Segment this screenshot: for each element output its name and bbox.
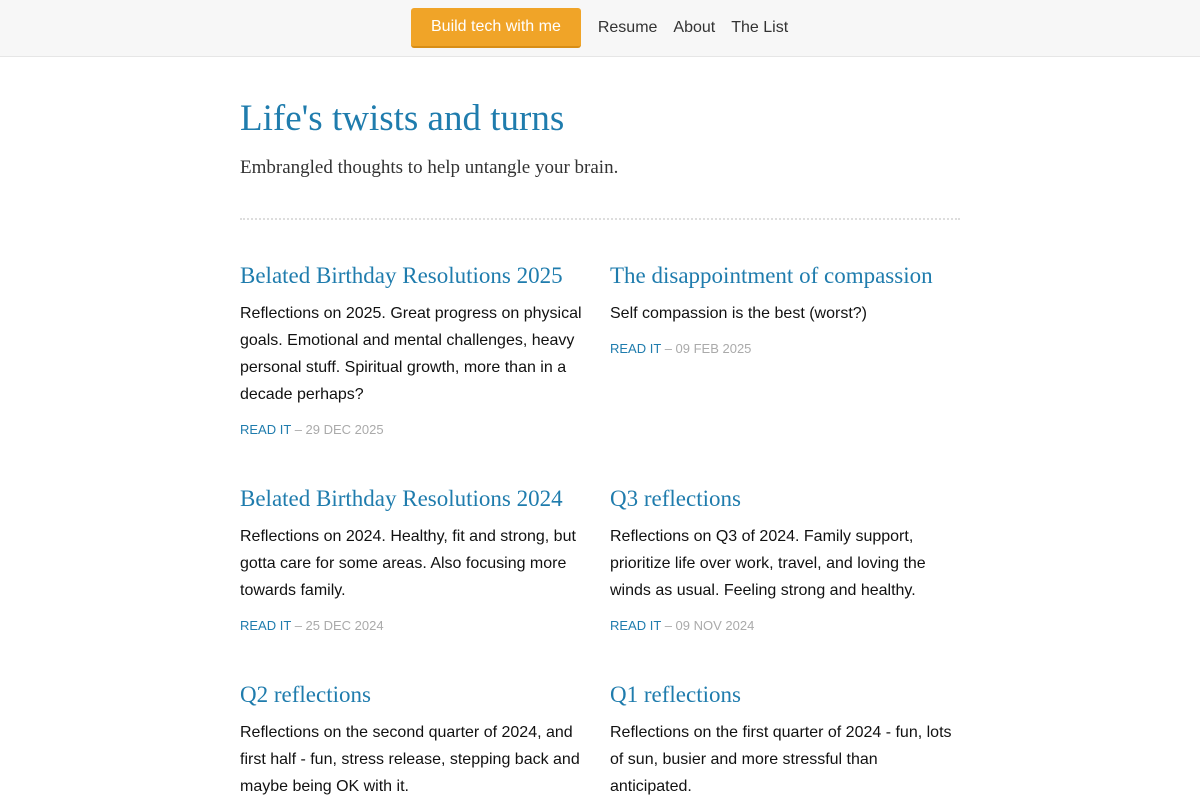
nav-link-about[interactable]: About	[673, 19, 716, 36]
post-meta	[240, 618, 590, 633]
read-it-link[interactable]: READ IT	[240, 618, 292, 633]
post-title-link[interactable]: Q1 reflections	[610, 682, 741, 707]
post-excerpt: Reflections on 2024. Healthy, fit and strong, but gotta care for some areas. Also focusing more towards family.	[240, 528, 576, 599]
site-title[interactable]: Life's twists and turns	[240, 98, 565, 139]
post-card	[240, 260, 590, 437]
post-title-link[interactable]: Q2 reflections	[240, 682, 371, 707]
post-excerpt: Reflections on the second quarter of 2024, and first half - fun, stress release, stepping back and maybe being OK with it.	[240, 724, 580, 795]
post-date: – 29 DEC 2025	[294, 422, 384, 437]
build-tech-button[interactable]: Build tech with me	[411, 8, 581, 48]
post-date: – 09 NOV 2024	[664, 618, 755, 633]
post-meta	[610, 341, 960, 356]
post-excerpt: Reflections on 2025. Great progress on physical goals. Emotional and mental challenges, heavy personal stuff. Spiritual growth, more than in a decade perhaps?	[240, 305, 582, 403]
post-title-link[interactable]: Q3 reflections	[610, 486, 741, 511]
header-divider	[240, 218, 960, 220]
post-meta	[240, 422, 590, 437]
post-card	[610, 679, 960, 800]
nav-link-the-list[interactable]: The List	[731, 19, 789, 36]
post-excerpt: Reflections on Q3 of 2024. Family support, prioritize life over work, travel, and loving the winds as usual. Feeling strong and healthy.	[610, 528, 926, 599]
site-tagline: Embrangled thoughts to help untangle your brain.	[240, 157, 619, 178]
post-title-link[interactable]: The disappointment of compassion	[610, 263, 933, 288]
post-title-link[interactable]: Belated Birthday Resolutions 2025	[240, 263, 563, 288]
post-card	[240, 679, 590, 800]
nav-link-resume[interactable]: Resume	[597, 19, 658, 36]
read-it-link[interactable]: READ IT	[610, 618, 662, 633]
top-navigation-bar	[0, 0, 1200, 57]
post-date: – 09 FEB 2025	[664, 341, 752, 356]
post-date: – 25 DEC 2024	[294, 618, 384, 633]
main-nav	[411, 8, 788, 48]
post-card	[610, 260, 960, 356]
read-it-link[interactable]: READ IT	[610, 341, 662, 356]
read-it-link[interactable]: READ IT	[240, 422, 292, 437]
post-excerpt: Reflections on the first quarter of 2024 - fun, lots of sun, busier and more stressful than anticipated.	[610, 724, 952, 795]
post-card	[610, 483, 960, 633]
post-card	[240, 483, 590, 633]
post-excerpt: Self compassion is the best (worst?)	[610, 305, 867, 322]
post-meta	[610, 618, 960, 633]
post-title-link[interactable]: Belated Birthday Resolutions 2024	[240, 486, 563, 511]
